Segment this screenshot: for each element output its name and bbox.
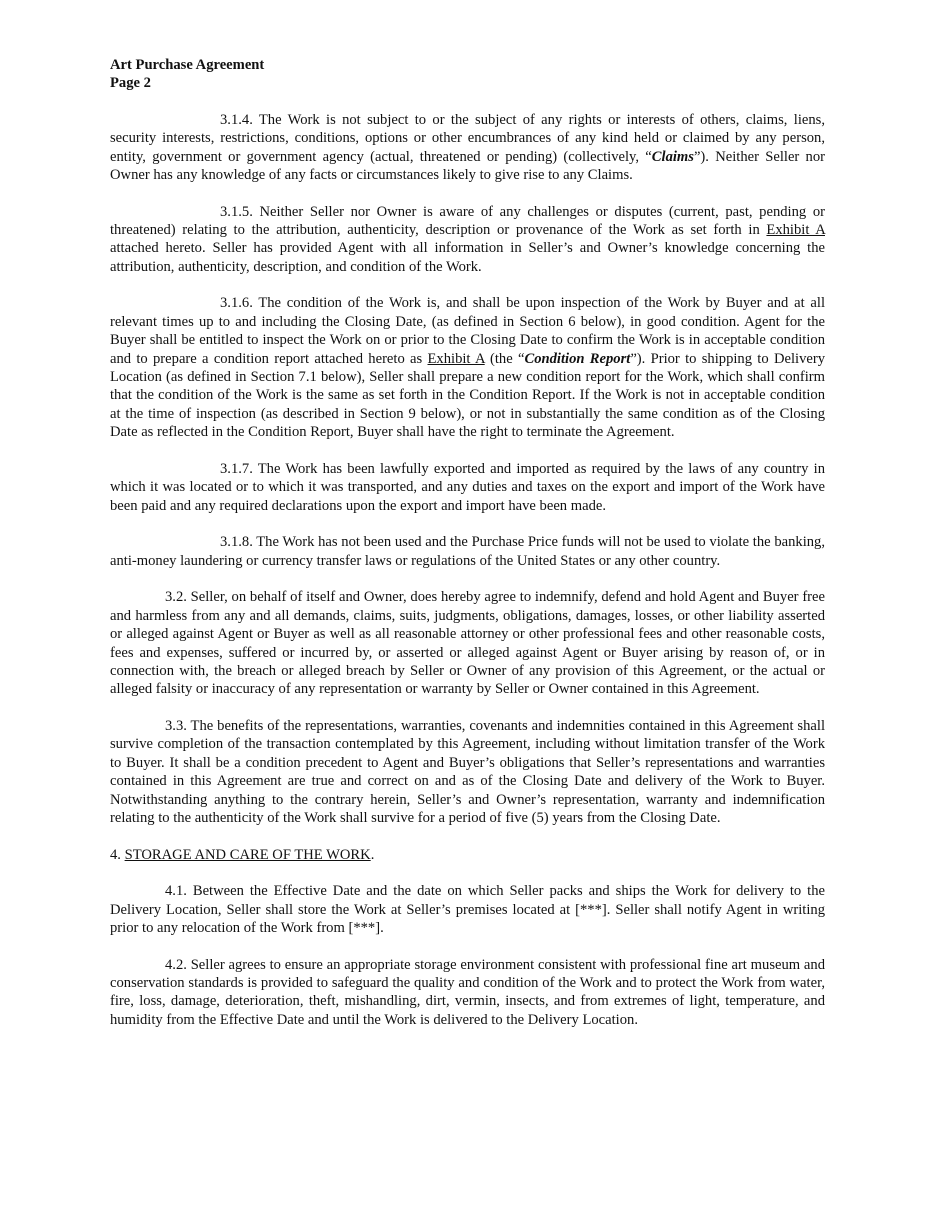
- page-header: [110, 56, 825, 93]
- section-4-heading: [110, 846, 825, 864]
- header-spacer: [110, 93, 825, 111]
- section-3-1-6-tail: ”). Prior to shipping to Delivery Location (as defined in Section 7.1 below), Seller shall prepare a new condition report for the Work, which shall confirm that the condition of the Work is the same as set forth in the Condition Report. If the Work is not in acceptable condition at the time of inspection (as described in Section 9 below), or not in substantially the same condition as of the Closing Date as reflected in the Condition Report, Buyer shall have the right to terminate the Agreement.: [110, 350, 826, 441]
- section-4-2: 4.2. Seller agrees to ensure an appropriate storage environment consistent with professional fine art museum and conservation standards is provided to safeguard the quality and condition of the Work and to protect the Work from water, fire, loss, damage, deterioration, theft, mishandling, dirt, vermin, insects, and from extremes of light, temperature, and humidity from the Effective Date and until the Work is delivered to the Delivery Location.: [110, 956, 825, 1028]
- section-3-1-7: 3.1.7. The Work has been lawfully exported and imported as required by the laws of any country in which it was located or to which it was transported, and any duties and taxes on the export and import of the Work have been paid and any required declarations upon the export and import have been made.: [110, 460, 825, 514]
- claims-term: Claims: [651, 148, 694, 165]
- section-3-1-5: [110, 203, 825, 277]
- section-3-1-6: [110, 294, 825, 441]
- section-4-period: .: [370, 846, 375, 863]
- section-4-1: 4.1. Between the Effective Date and the date on which Seller packs and ships the Work for delivery to the Delivery Location, Seller shall store the Work at Seller’s premises located at [***]. Seller shall notify Agent in writing prior to any relocation of the Work from [***].: [110, 883, 825, 936]
- section-3-1-4-tail: ”). Neither Seller nor Owner has any knowledge of any facts or circumstances likely to give rise to any Claims.: [110, 148, 825, 184]
- section-4-title: STORAGE AND CARE OF THE WORK: [124, 846, 371, 863]
- section-3-1-5-tail: attached hereto. Seller has provided Agent with all information in Seller’s and Owner’s knowledge concerning the attribution, authenticity, description, and condition of the Work.: [110, 240, 825, 275]
- page-number: Page 2: [110, 75, 151, 92]
- document-page: [110, 56, 825, 1047]
- section-4-number: 4.: [110, 846, 125, 863]
- exhibit-a-link: Exhibit A: [427, 350, 485, 367]
- section-3-1-6-mid: (the “: [484, 350, 525, 367]
- section-3-1-5-text: 3.1.5. Neither Seller nor Owner is aware of any challenges or disputes (current, past, pending or threatened) relating to the attribution, authenticity, description or provenance of the Work as set forth in: [110, 203, 825, 239]
- section-3-1-4: [110, 111, 825, 185]
- section-3-1-6-text: 3.1.6. The condition of the Work is, and shall be upon inspection of the Work by Buyer and at all relevant times up to and including the Closing Date, (as defined in Section 6 below), in good condition. Agent for the Buyer shall be entitled to inspect the Work on or prior to the Closing Date to confirm the Work is in acceptable condition and to prepare a condition report attached hereto as: [110, 295, 825, 367]
- section-3-2: 3.2. Seller, on behalf of itself and Owner, does hereby agree to indemnify, defend and hold Agent and Buyer free and harmless from any and all demands, claims, suits, judgments, obligations, damages, losses, or other liability asserted or alleged against Agent or Buyer as well as all reasonable attorney or other professional fees and other reasonable costs, fees and expenses, suffered or incurred by, or asserted or alleged against Agent or Buyer arising by reason of, or in connection with, the breach or alleged breach by Seller or Owner of any provision of this Agreement, or the actual or alleged falsity or inaccuracy of any representation or warranty by Seller or Owner contained in this Agreement.: [110, 589, 825, 698]
- condition-report-term: Condition Report: [524, 350, 631, 367]
- section-3-1-8: 3.1.8. The Work has not been used and the Purchase Price funds will not be used to violate the banking, anti-money laundering or currency transfer laws or regulations of the United States or any other country.: [110, 534, 825, 569]
- section-3-1-4-text: 3.1.4. The Work is not subject to or the subject of any rights or interests of others, claims, liens, security interests, restrictions, conditions, options or other encumbrances of any kind held or claimed by any person, entity, government or government agency (actual, threatened or pending) (collectively, “: [110, 111, 825, 165]
- document-title: Art Purchase Agreement: [110, 57, 265, 73]
- section-3-3: 3.3. The benefits of the representations, warranties, covenants and indemnities contained in this Agreement shall survive completion of the transaction contemplated by this Agreement, including without limitation transfer of the Work to Buyer. It shall be a condition precedent to Agent and Buyer’s obligations that Seller’s representations and warranties contained in this Agreement are true and correct on and as of the Closing Date and delivery of the Work to Buyer. Notwithstanding anything to the contrary herein, Seller’s and Owner’s representation, warranty and indemnification relating to the authenticity of the Work shall survive for a period of five (5) years from the Closing Date.: [110, 717, 825, 826]
- exhibit-a-link: Exhibit A: [766, 222, 825, 239]
